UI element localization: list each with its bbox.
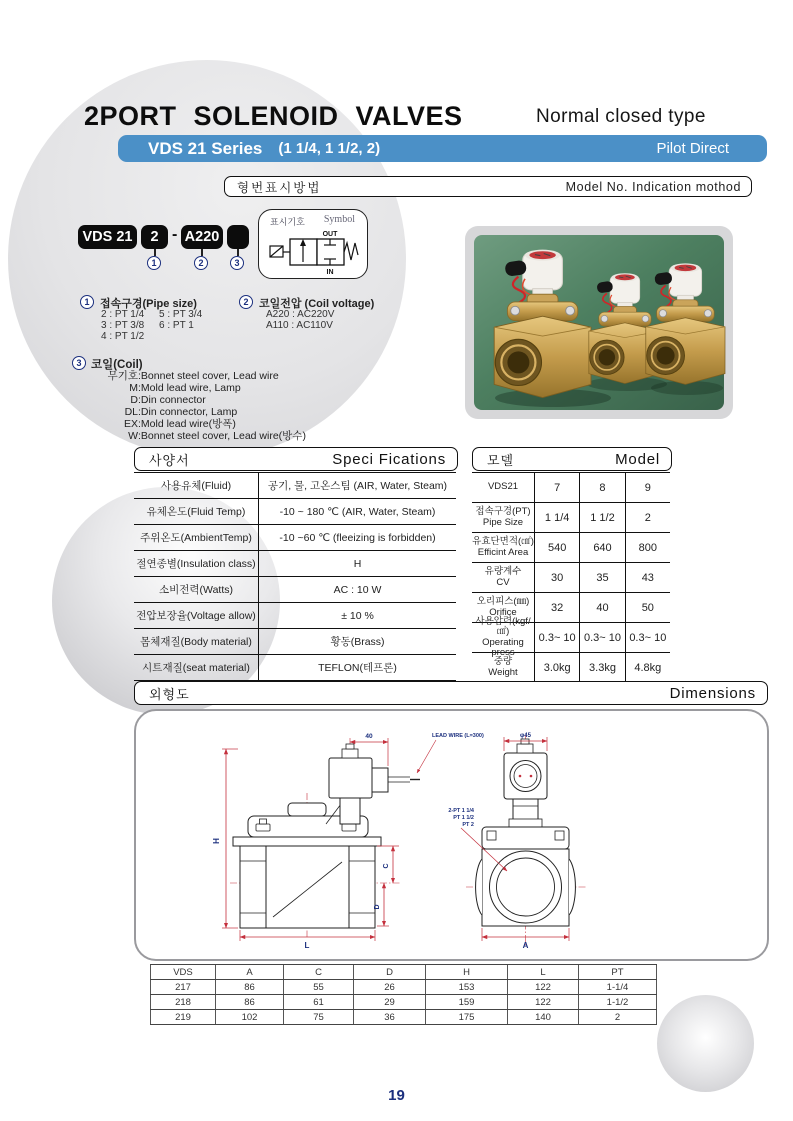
dim-cell: 218 (150, 995, 216, 1009)
model-label-en: Operating press (482, 636, 524, 658)
spec-value: ± 10 % (341, 609, 374, 622)
spec-row (134, 525, 456, 551)
coil-sep: : (138, 381, 141, 394)
model-cell: 7 (535, 473, 580, 502)
model-cell: 640 (580, 533, 625, 562)
coil-option (92, 431, 306, 443)
symbol-out-label: OUT (322, 231, 338, 238)
legend-voltage-title: 코일전압 (Coil voltage) (259, 298, 375, 310)
legend-voltage-line: A110 : AC110V (266, 320, 333, 331)
series-type: Pilot Direct (656, 140, 729, 157)
coil-value: Din connector, Lamp (140, 405, 238, 418)
coil-sep: : (138, 393, 141, 406)
badge-stem-3 (237, 249, 239, 256)
model-cell: 0.3~ 10 (535, 623, 580, 652)
model-row (472, 533, 670, 563)
badge-stem-2 (201, 249, 203, 256)
model-label-kr: 유효단면적(㎠) (472, 536, 534, 547)
spec-value: TEFLON(테프론) (318, 662, 397, 674)
legend-pipe-title: 접속구경(Pipe size) (100, 298, 197, 310)
page-title: 2PORT SOLENOID VALVES (84, 101, 463, 131)
dim-label-a: A (522, 941, 529, 950)
dim-col-header: PT (579, 965, 657, 979)
model-row-label (472, 563, 535, 592)
coil-sep: : (138, 370, 141, 382)
model-label-en: Orifice (489, 606, 517, 618)
dimensions-header (134, 681, 768, 705)
dim-col-header: L (508, 965, 579, 979)
marker-1: 1 (147, 256, 161, 270)
dim-cell: 2 (579, 1010, 657, 1024)
spec-label: 전압보장율(Voltage allow) (134, 603, 259, 628)
dim-header-row (150, 965, 657, 980)
model-cell: 2 (644, 511, 651, 524)
model-label-kr: 중량 (493, 656, 513, 667)
symbol-box (258, 209, 368, 279)
symbol-in-label: IN (326, 269, 334, 275)
spec-row (134, 551, 456, 577)
dimension-drawings (136, 711, 767, 959)
badge-coil-type (227, 225, 249, 249)
coil-value: Mold lead wire(방폭) (140, 417, 236, 430)
model-header-en: Model (615, 450, 660, 468)
dim-cell: 26 (354, 980, 426, 994)
model-row-label (472, 473, 535, 502)
spec-label: 소비전력(Watts) (134, 577, 259, 602)
dim-col-header: VDS (150, 965, 216, 979)
spec-row (134, 603, 456, 629)
model-row-label (472, 653, 535, 682)
dim-row (150, 1010, 657, 1025)
dim-cell: 86 (216, 995, 284, 1009)
model-cell: 50 (641, 601, 654, 614)
dim-cell: 1-1/4 (579, 980, 657, 994)
model-cell: 1 1/4 (535, 503, 580, 532)
dim-cell: 175 (426, 1010, 508, 1024)
coil-option (92, 419, 306, 431)
spec-row (134, 655, 456, 681)
dim-cell: 86 (216, 980, 284, 994)
spec-value: -10 ~ 180 ℃ (AIR, Water, Steam) (279, 505, 436, 518)
spec-header-kr: 사양서 (149, 452, 190, 468)
model-label-kr: 사용압력(kgf/㎠) (475, 615, 531, 637)
model-cell: 800 (638, 541, 657, 554)
model-label-kr: VDS21 (487, 481, 519, 493)
model-cell: 540 (535, 533, 580, 562)
model-cell: 4.8kg (634, 661, 662, 674)
pipe-opt: 5 : PT 3/4 (159, 309, 203, 320)
spec-row (134, 473, 456, 499)
pipe-opt: 3 : PT 3/8 (101, 320, 145, 331)
coil-key: EX (123, 417, 138, 430)
dim-cell: 122 (508, 980, 579, 994)
dim-cell: 1-1/2 (579, 995, 657, 1009)
coil-value: Mold lead wire, Lamp (140, 381, 241, 394)
dimensions-panel (134, 709, 769, 961)
pipe-opt: 4 : PT 1/2 (101, 331, 145, 342)
model-label-en: CV (496, 576, 510, 588)
coil-sep: : (138, 405, 141, 418)
spec-value: 황동(Brass) (330, 636, 385, 648)
badge-voltage: A220 (181, 225, 223, 249)
series-sizes: (1 1/4, 1 1/2, 2) (278, 140, 381, 157)
model-label-kr: 오리피스(㎜) (476, 596, 530, 607)
coil-key: 무기호 (107, 370, 138, 382)
valve-symbol-diagram (266, 229, 360, 275)
model-row-label (472, 503, 535, 532)
model-cell: 32 (535, 593, 580, 622)
spec-row (134, 499, 456, 525)
legend-coil-num: 3 (72, 356, 86, 370)
model-table (472, 472, 670, 683)
model-cell: 40 (580, 593, 625, 622)
badge-stem-1 (154, 249, 156, 256)
dim-label-h: H (212, 838, 221, 844)
legend-voltage-line: A220 : AC220V (266, 309, 335, 320)
model-cell: 3.0kg (535, 653, 580, 682)
dim-cell: 36 (354, 1010, 426, 1024)
spec-value: AC : 10 W (333, 583, 382, 596)
dim-label-coil-dia: φ45 (520, 733, 531, 739)
legend-voltage-num: 2 (239, 295, 253, 309)
series-banner (118, 135, 767, 162)
spec-value: H (353, 557, 362, 570)
spec-header (134, 447, 458, 471)
model-cell: 0.3~ 10 (580, 623, 625, 652)
symbol-label-en: Symbol (323, 214, 355, 225)
pipe-opt: 2 : PT 1/4 (101, 309, 145, 320)
dim-cell: 217 (150, 980, 216, 994)
model-cell: 9 (644, 481, 651, 494)
spec-header-en: Speci Fications (332, 450, 446, 468)
legend-coil-lines (92, 371, 306, 442)
model-label-en: Weight (488, 666, 518, 678)
spec-label: 몸체재질(Body material) (134, 629, 259, 654)
legend-pipe-line (101, 331, 159, 342)
coil-key: DL (124, 405, 138, 418)
dim-label-d: D (374, 904, 381, 910)
model-label-en: Efficint Area (477, 546, 529, 558)
legend-pipe-line (101, 309, 202, 320)
dim-cell: 102 (216, 1010, 284, 1024)
legend-pipe-num: 1 (80, 295, 94, 309)
model-label-kr: 접속구경(PT) (475, 506, 531, 517)
dimensions-header-en: Dimensions (669, 684, 756, 702)
legend-pipe-line (101, 320, 194, 331)
model-cell: 8 (580, 473, 625, 502)
lead-wire-label: LEAD WIRE (L=300) (432, 733, 484, 739)
model-row (472, 615, 670, 658)
dim-cell: 140 (508, 1010, 579, 1024)
spec-value: -10 ~60 ℃ (fleeizing is forbidden) (279, 531, 436, 544)
model-row (472, 503, 670, 533)
model-row-label (472, 533, 535, 562)
coil-value: Bonnet steel cover, Lead wire (140, 370, 279, 382)
badge-pipe-size: 2 (141, 225, 168, 249)
spec-label: 유체온도(Fluid Temp) (134, 499, 259, 524)
dim-cell: 219 (150, 1010, 216, 1024)
dim-col-header: C (284, 965, 354, 979)
page-subtitle: Normal closed type (536, 106, 706, 127)
model-indication-kr: 형번표시방법 (237, 180, 322, 195)
port-note-1: 2-PT 1 1/4 (448, 808, 474, 814)
model-row (472, 563, 670, 593)
model-row (472, 473, 670, 503)
dim-col-header: H (426, 965, 508, 979)
port-note-2: PT 1 1/2 (453, 815, 474, 821)
dim-cell: 122 (508, 995, 579, 1009)
model-header-kr: 모델 (487, 452, 515, 468)
spec-label: 시트재질(seat material) (134, 655, 259, 680)
coil-sep: : (138, 429, 141, 442)
coil-option (92, 407, 306, 419)
spec-label: 사용유체(Fluid) (134, 473, 259, 498)
spec-row (134, 577, 456, 603)
spec-label: 주위온도(AmbientTemp) (134, 525, 259, 550)
model-cell: 43 (641, 571, 654, 584)
model-indication-en: Model No. Indication mothod (565, 179, 741, 194)
marker-3: 3 (230, 256, 244, 270)
marker-2: 2 (194, 256, 208, 270)
dim-row (150, 995, 657, 1010)
decorative-sphere-bottom (657, 995, 754, 1092)
symbol-label-kr: 표시기호 (270, 217, 305, 227)
badge-series: VDS 21 (78, 225, 137, 249)
dim-cell: 159 (426, 995, 508, 1009)
pipe-opt: 6 : PT 1 (159, 320, 194, 331)
spec-row (134, 629, 456, 655)
coil-sep: : (138, 417, 141, 430)
dim-label-l: L (304, 941, 310, 950)
spec-label: 절연종별(Insulation class) (134, 551, 259, 576)
coil-value: Bonnet steel cover, Lead wire(방수) (140, 429, 306, 442)
coil-key: M (129, 381, 138, 394)
model-header (472, 447, 672, 471)
page-number: 19 (388, 1087, 405, 1104)
dim-col-header: A (216, 965, 284, 979)
dimensions-table (150, 964, 657, 1025)
series-name: VDS 21 Series (148, 138, 263, 158)
dim-cell: 55 (284, 980, 354, 994)
dim-col-header: D (354, 965, 426, 979)
dimensions-header-kr: 외형도 (149, 686, 190, 702)
model-label-kr: 유량계수 (484, 566, 522, 577)
coil-option (92, 395, 306, 407)
dim-label-40: 40 (365, 733, 373, 740)
coil-key: D (130, 393, 138, 406)
legend-coil-title: 코일(Coil) (91, 359, 143, 371)
dim-cell: 29 (354, 995, 426, 1009)
product-photo (465, 226, 733, 419)
badge-separator: - (172, 226, 178, 243)
spec-table (134, 472, 456, 681)
dim-cell: 61 (284, 995, 354, 1009)
model-cell: 30 (535, 563, 580, 592)
model-cell: 35 (580, 563, 625, 592)
coil-key: W (128, 429, 138, 442)
model-indication-header (224, 176, 752, 197)
dim-row (150, 980, 657, 995)
spec-value: 공기, 물, 고온스팀 (AIR, Water, Steam) (267, 480, 448, 492)
model-cell: 3.3kg (580, 653, 625, 682)
coil-value: Din connector (140, 393, 206, 406)
model-row-label (472, 615, 535, 658)
dim-cell: 75 (284, 1010, 354, 1024)
model-cell: 0.3~ 10 (629, 631, 667, 644)
model-row (472, 653, 670, 683)
dim-label-c: C (383, 863, 390, 869)
port-note-3: PT 2 (462, 822, 474, 828)
model-cell: 1 1/2 (580, 503, 625, 532)
dim-cell: 153 (426, 980, 508, 994)
model-label-en: Pipe Size (482, 516, 524, 528)
